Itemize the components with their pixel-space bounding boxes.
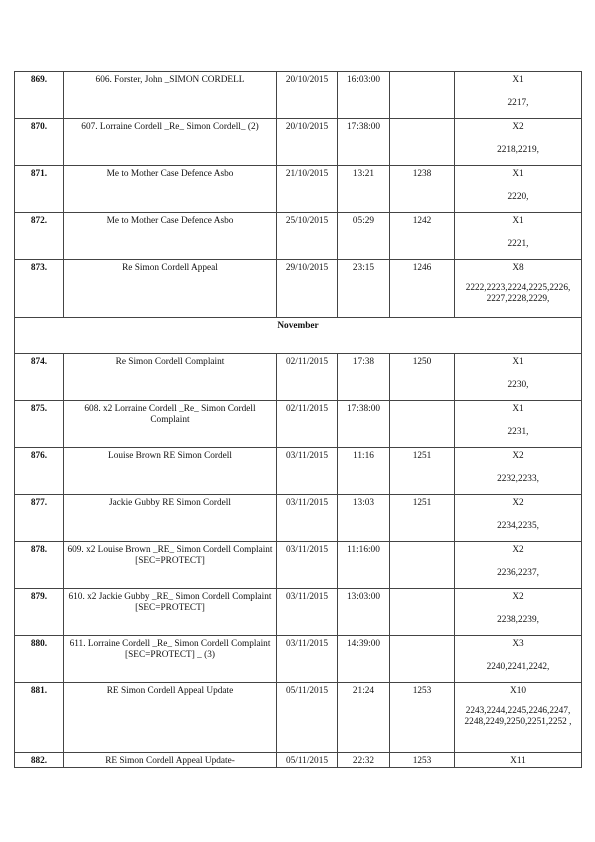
- table-row: [15, 213, 582, 260]
- attachment-count: X1: [512, 357, 524, 367]
- attachment-file-numbers: 2220,: [507, 192, 529, 202]
- email-log-body: [15, 72, 582, 768]
- email-subject: RE Simon Cordell Appeal Update-: [64, 753, 277, 768]
- attachment-cell: [455, 683, 582, 753]
- attachment-cell: [455, 166, 582, 213]
- email-time: 13:21: [338, 166, 390, 213]
- attachment-count: X1: [512, 404, 524, 414]
- email-date: 25/10/2015: [277, 213, 338, 260]
- email-subject: Re Simon Cordell Complaint: [64, 354, 277, 401]
- email-subject: 608. x2 Lorraine Cordell _Re_ Simon Cordell Complaint: [64, 401, 277, 448]
- reference-number: [390, 119, 455, 166]
- row-number: 880.: [15, 636, 64, 683]
- row-number: 882.: [15, 753, 64, 768]
- table-row: [15, 589, 582, 636]
- email-subject: Re Simon Cordell Appeal: [64, 260, 277, 318]
- row-number: 874.: [15, 354, 64, 401]
- email-date: 03/11/2015: [277, 448, 338, 495]
- email-time: 17:38:00: [338, 401, 390, 448]
- email-time: 13:03: [338, 495, 390, 542]
- attachment-count: X2: [512, 545, 524, 555]
- attachment-cell: [455, 401, 582, 448]
- email-time: 17:38: [338, 354, 390, 401]
- reference-number: [390, 401, 455, 448]
- attachment-cell: [455, 542, 582, 589]
- reference-number: 1246: [390, 260, 455, 318]
- attachment-file-numbers: 2217,: [507, 98, 529, 108]
- row-number: 878.: [15, 542, 64, 589]
- row-number: 870.: [15, 119, 64, 166]
- attachment-count: X2: [512, 592, 524, 602]
- email-time: 23:15: [338, 260, 390, 318]
- table-row: [15, 260, 582, 318]
- reference-number: [390, 589, 455, 636]
- email-date: 29/10/2015: [277, 260, 338, 318]
- attachment-cell: [455, 448, 582, 495]
- attachment-count: X11: [510, 756, 526, 766]
- attachment-count: X2: [512, 122, 524, 132]
- attachment-count: X2: [512, 451, 524, 461]
- row-number: 879.: [15, 589, 64, 636]
- attachment-cell: [455, 119, 582, 166]
- email-date: 05/11/2015: [277, 753, 338, 768]
- reference-number: [390, 636, 455, 683]
- attachment-file-numbers: 2231,: [507, 427, 529, 437]
- email-date: 05/11/2015: [277, 683, 338, 753]
- reference-number: [390, 542, 455, 589]
- row-number: 872.: [15, 213, 64, 260]
- attachment-cell: [455, 495, 582, 542]
- reference-number: 1251: [390, 448, 455, 495]
- email-subject: RE Simon Cordell Appeal Update: [64, 683, 277, 753]
- attachment-file-numbers: 2230,: [507, 380, 529, 390]
- email-time: 21:24: [338, 683, 390, 753]
- attachment-file-numbers: 2240,2241,2242,: [486, 662, 550, 672]
- email-date: 02/11/2015: [277, 354, 338, 401]
- email-subject: Me to Mother Case Defence Asbo: [64, 213, 277, 260]
- table-row: [15, 354, 582, 401]
- row-number: 881.: [15, 683, 64, 753]
- attachment-count: X1: [512, 169, 524, 179]
- email-date: 20/10/2015: [277, 119, 338, 166]
- email-time: 11:16: [338, 448, 390, 495]
- table-row: [15, 683, 582, 753]
- table-row: [15, 448, 582, 495]
- reference-number: 1242: [390, 213, 455, 260]
- attachment-cell: [455, 260, 582, 318]
- row-number: 873.: [15, 260, 64, 318]
- attachment-cell: [455, 213, 582, 260]
- email-date: 21/10/2015: [277, 166, 338, 213]
- attachment-cell: [455, 72, 582, 119]
- email-time: 17:38:00: [338, 119, 390, 166]
- table-row: [15, 72, 582, 119]
- attachment-file-numbers: 2232,2233,: [497, 474, 539, 484]
- email-time: 16:03:00: [338, 72, 390, 119]
- email-date: 02/11/2015: [277, 401, 338, 448]
- email-date: 20/10/2015: [277, 72, 338, 119]
- table-row: [15, 119, 582, 166]
- attachment-count: X8: [512, 263, 524, 273]
- attachment-cell: [455, 589, 582, 636]
- email-date: 03/11/2015: [277, 542, 338, 589]
- month-heading: November: [15, 318, 582, 354]
- email-subject: Louise Brown RE Simon Cordell: [64, 448, 277, 495]
- reference-number: 1238: [390, 166, 455, 213]
- email-subject: Me to Mother Case Defence Asbo: [64, 166, 277, 213]
- email-subject: 611. Lorraine Cordell _Re_ Simon Cordell Complaint [SEC=PROTECT] _ (3): [64, 636, 277, 683]
- row-number: 869.: [15, 72, 64, 119]
- email-subject: 606. Forster, John _SIMON CORDELL: [64, 72, 277, 119]
- reference-number: [390, 72, 455, 119]
- email-date: 03/11/2015: [277, 636, 338, 683]
- attachment-cell: [455, 636, 582, 683]
- attachment-count: X1: [512, 75, 524, 85]
- row-number: 871.: [15, 166, 64, 213]
- email-date: 03/11/2015: [277, 589, 338, 636]
- attachment-count: X3: [512, 639, 524, 649]
- email-subject: Jackie Gubby RE Simon Cordell: [64, 495, 277, 542]
- table-row: [15, 636, 582, 683]
- row-number: 877.: [15, 495, 64, 542]
- reference-number: 1250: [390, 354, 455, 401]
- attachment-file-numbers: 2236,2237,: [497, 568, 539, 578]
- month-header-row: [15, 318, 582, 354]
- attachment-count: X10: [509, 686, 526, 696]
- attachment-file-numbers: 2238,2239,: [497, 615, 539, 625]
- attachment-file-numbers: 2222,2223,2224,2225,2226, 2227,2228,2229,: [465, 283, 571, 304]
- email-subject: 609. x2 Louise Brown _RE_ Simon Cordell Complaint [SEC=PROTECT]: [64, 542, 277, 589]
- attachment-file-numbers: 2221,: [507, 239, 529, 249]
- table-row: [15, 401, 582, 448]
- row-number: 875.: [15, 401, 64, 448]
- email-log-table: [14, 71, 582, 768]
- table-row: [15, 753, 582, 768]
- table-row: [15, 166, 582, 213]
- email-time: 13:03:00: [338, 589, 390, 636]
- reference-number: 1253: [390, 753, 455, 768]
- attachment-file-numbers: 2234,2235,: [497, 521, 539, 531]
- row-number: 876.: [15, 448, 64, 495]
- reference-number: 1253: [390, 683, 455, 753]
- email-time: 22:32: [338, 753, 390, 768]
- email-time: 11:16:00: [338, 542, 390, 589]
- attachment-cell: [455, 753, 582, 768]
- attachment-cell: [455, 354, 582, 401]
- attachment-file-numbers: 2243,2244,2245,2246,2247, 2248,2249,2250,2251,2252 ,: [464, 706, 572, 727]
- reference-number: 1251: [390, 495, 455, 542]
- table-row: [15, 542, 582, 589]
- email-subject: 610. x2 Jackie Gubby _RE_ Simon Cordell Complaint [SEC=PROTECT]: [64, 589, 277, 636]
- email-time: 05:29: [338, 213, 390, 260]
- email-time: 14:39:00: [338, 636, 390, 683]
- attachment-file-numbers: 2218,2219,: [497, 145, 539, 155]
- email-date: 03/11/2015: [277, 495, 338, 542]
- email-subject: 607. Lorraine Cordell _Re_ Simon Cordell_ (2): [64, 119, 277, 166]
- attachment-count: X2: [512, 498, 524, 508]
- attachment-count: X1: [512, 216, 524, 226]
- table-row: [15, 495, 582, 542]
